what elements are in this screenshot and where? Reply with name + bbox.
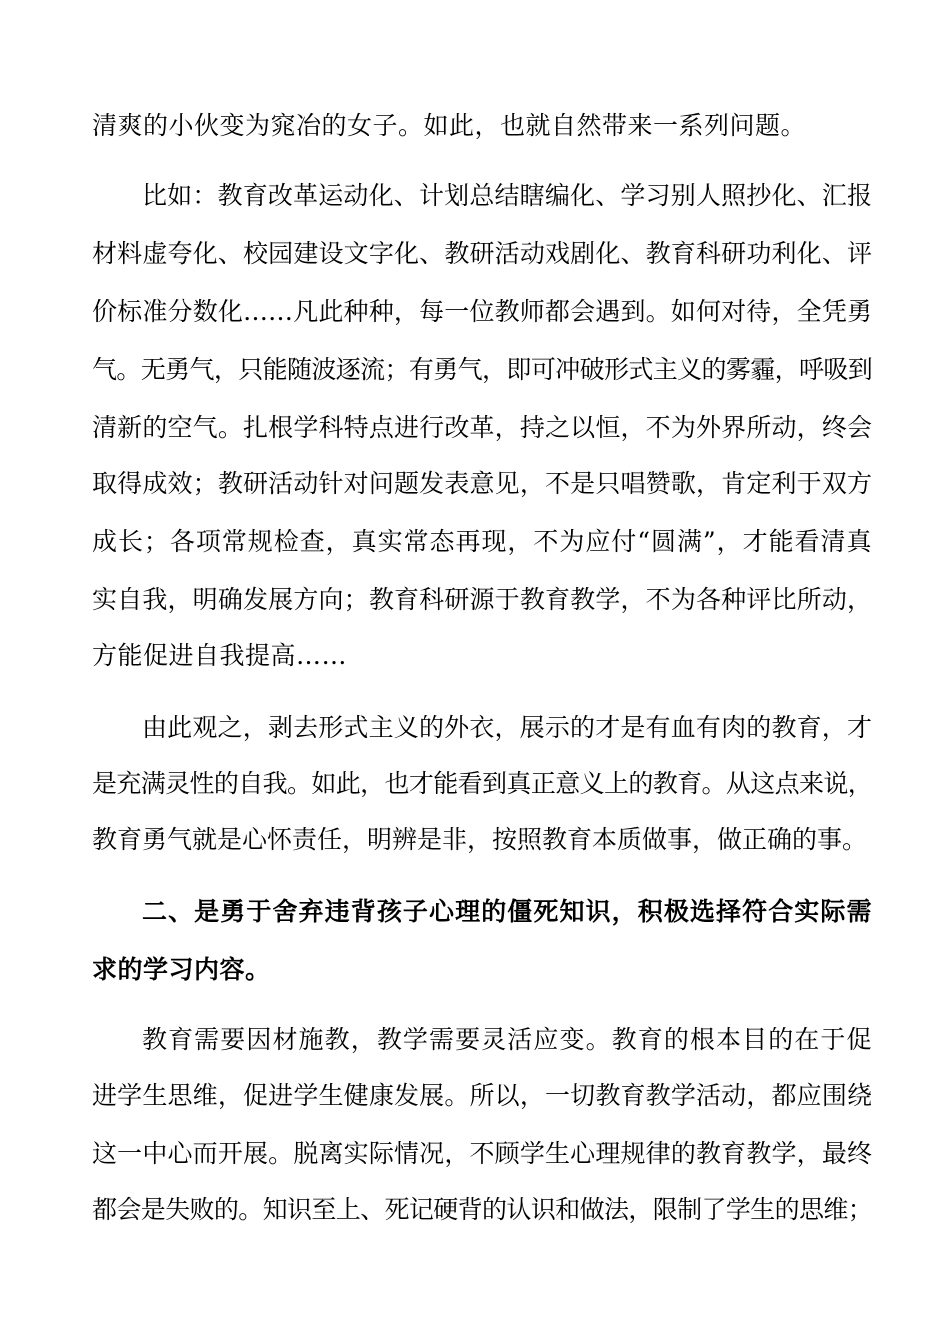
section-heading-line: 求的学习内容。 [92,955,271,984]
paragraph-line: 比如：教育改革运动化、计划总结瞎编化、学习别人照抄化、汇报 [142,181,872,210]
paragraph-line: 材料虚夸化、校园建设文字化、教研活动戏剧化、教育科研功利化、评 [92,239,872,268]
paragraph-line: 气。无勇气，只能随波逐流；有勇气，即可冲破形式主义的雾霾，呼吸到 [92,355,872,384]
paragraph-line: 价标准分数化……凡此种种，每一位教师都会遇到。如何对待，全凭勇 [92,297,872,326]
paragraph-line: 进学生思维，促进学生健康发展。所以，一切教育教学活动，都应围绕 [92,1081,872,1110]
paragraph-line: 取得成效；教研活动针对问题发表意见，不是只唱赞歌，肯定利于双方 [92,469,872,498]
paragraph-line: 教育勇气就是心怀责任，明辨是非，按照教育本质做事，做正确的事。 [92,825,868,854]
paragraph-line: 由此观之，剥去形式主义的外衣，展示的才是有血有肉的教育，才 [142,713,872,742]
paragraph-line: 实自我，明确发展方向；教育科研源于教育教学，不为各种评比所动， [92,585,872,614]
paragraph-line: 都会是失败的。知识至上、死记硬背的认识和做法，限制了学生的思维； [92,1195,872,1224]
paragraph-line: 方能促进自我提高…… [92,641,348,670]
paragraph-line: 是充满灵性的自我。如此，也才能看到真正意义上的教育。从这点来说， [92,769,872,798]
paragraph-line: 成长；各项常规检查，真实常态再现，不为应付“圆满”，才能看清真 [92,527,872,556]
paragraph-line: 这一中心而开展。脱离实际情况，不顾学生心理规律的教育教学，最终 [92,1139,872,1168]
paragraph-line: 教育需要因材施教，教学需要灵活应变。教育的根本目的在于促 [142,1025,872,1054]
paragraph-line: 清新的空气。扎根学科特点进行改革，持之以恒，不为外界所动，终会 [92,413,872,442]
paragraph-line: 清爽的小伙变为窕冶的女子。如此，也就自然带来一系列问题。 [92,111,807,140]
section-heading-line: 二、是勇于舍弃违背孩子心理的僵死知识，积极选择符合实际需 [142,897,872,926]
